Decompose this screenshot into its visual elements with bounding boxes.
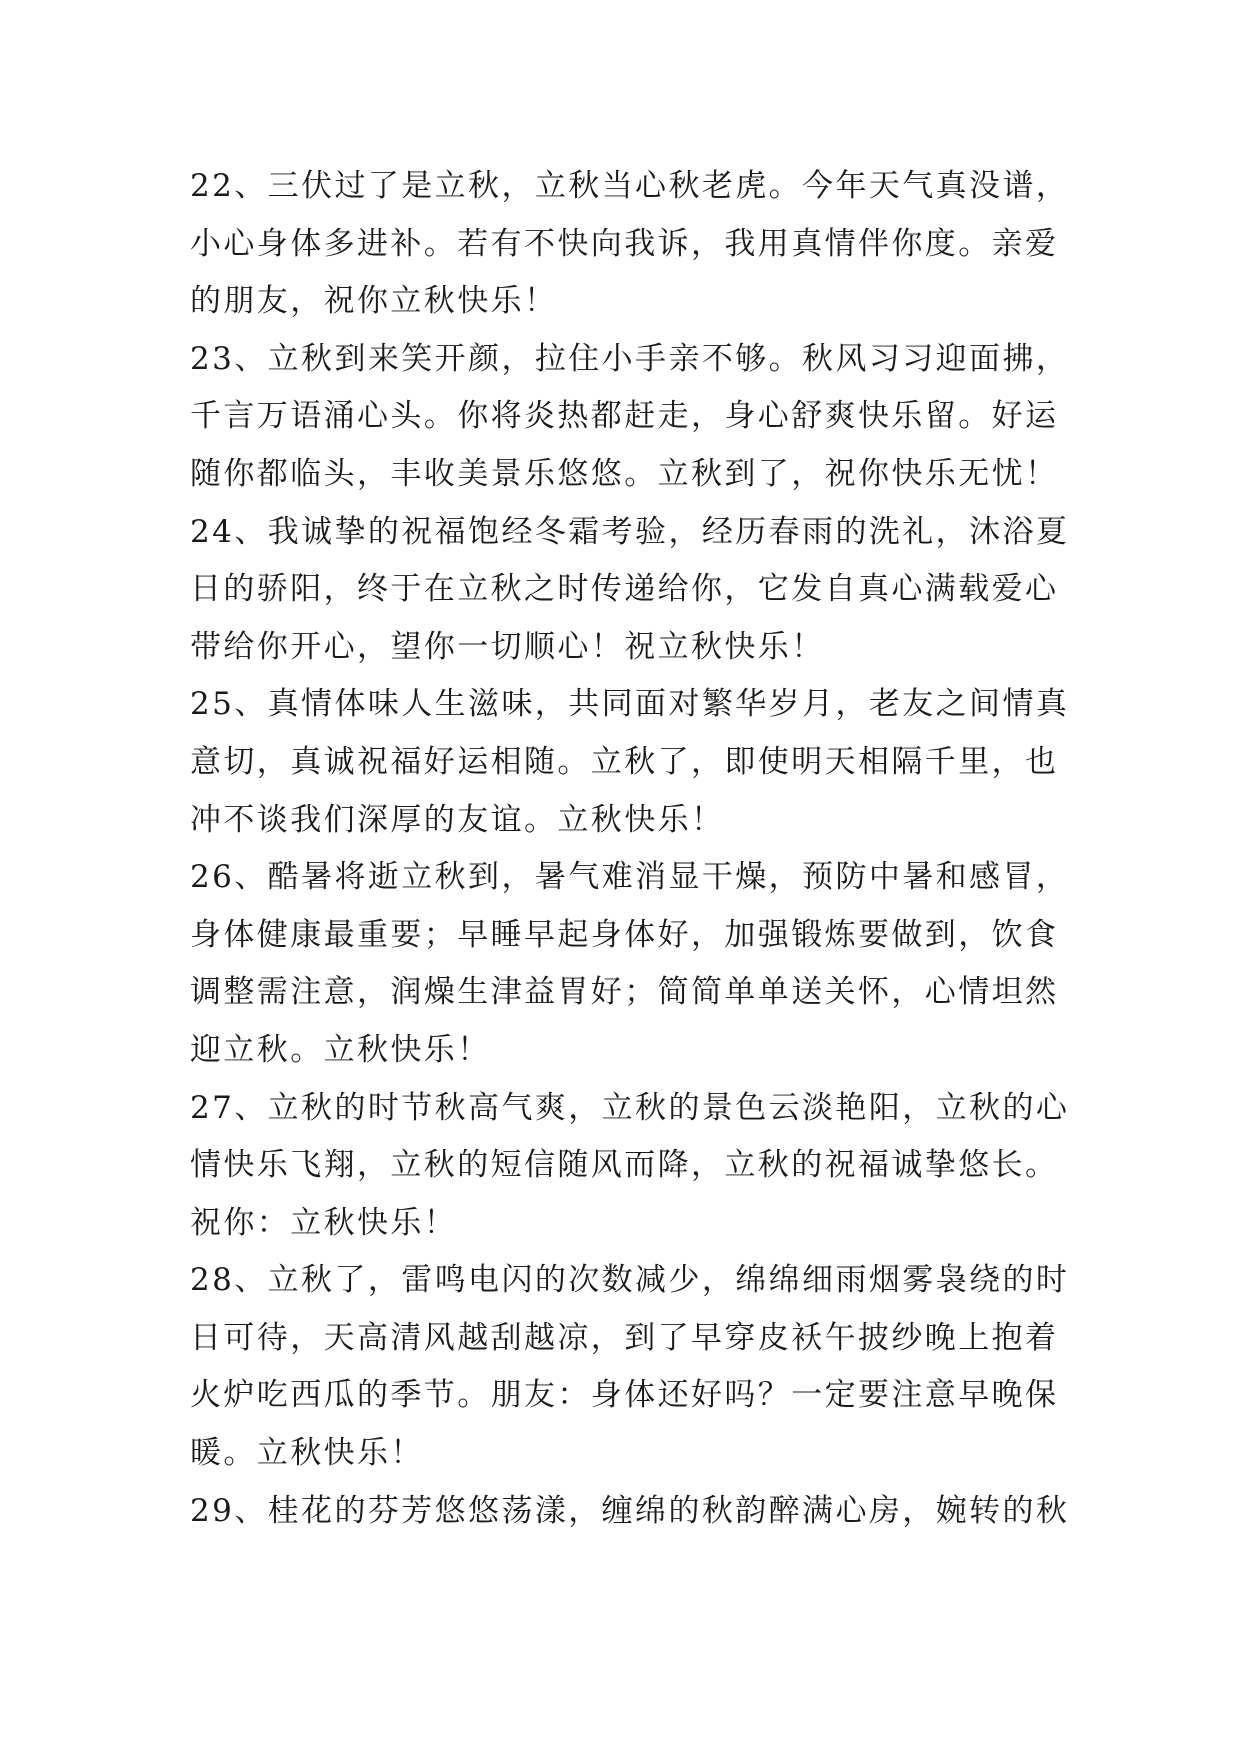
text-line: 25、真情体味人生滋味，共同面对繁华岁月，老友之间情真 <box>190 686 1070 723</box>
text-line: 随你都临头，丰收美景乐悠悠。立秋到了，祝你快乐无忧！ <box>190 455 1059 492</box>
text-line: 小心身体多进补。若有不快向我诉，我用真情伴你度。亲爱 <box>190 225 1059 262</box>
text-line: 火炉吃西瓜的季节。朋友：身体还好吗？一定要注意早晚保 <box>190 1377 1059 1414</box>
text-line: 28、立秋了，雷鸣电闪的次数减少，绵绵细雨烟雾袅绕的时 <box>190 1262 1070 1299</box>
text-line: 暖。立秋快乐！ <box>190 1435 424 1472</box>
text-line: 23、立秋到来笑开颜，拉住小手亲不够。秋风习习迎面拂， <box>190 340 1070 377</box>
text-line: 24、我诚挚的祝福饱经冬霜考验，经历春雨的洗礼，沐浴夏 <box>190 513 1070 550</box>
text-line: 祝你：立秋快乐！ <box>190 1204 458 1241</box>
text-line: 迎立秋。立秋快乐！ <box>190 1031 491 1068</box>
text-line: 日的骄阳，终于在立秋之时传递给你，它发自真心满载爱心 <box>190 571 1059 608</box>
text-line: 日可待，天高清风越刮越凉，到了早穿皮袄午披纱晚上抱着 <box>190 1319 1059 1356</box>
text-line: 情快乐飞翔，立秋的短信随风而降，立秋的祝福诚挚悠长。 <box>190 1147 1059 1184</box>
text-line: 意切，真诚祝福好运相随。立秋了，即使明天相隔千里，也 <box>190 743 1059 780</box>
text-line: 带给你开心，望你一切顺心！祝立秋快乐！ <box>190 628 825 665</box>
text-line: 身体健康最重要；早睡早起身体好，加强锻炼要做到，饮食 <box>190 916 1059 953</box>
text-line: 22、三伏过了是立秋，立秋当心秋老虎。今年天气真没谱， <box>190 168 1070 204</box>
text-line: 27、立秋的时节秋高气爽，立秋的景色云淡艳阳，立秋的心 <box>190 1089 1070 1126</box>
text-line: 29、桂花的芬芳悠悠荡漾，缠绵的秋韵醉满心房，婉转的秋 <box>190 1492 1070 1529</box>
text-line: 的朋友，祝你立秋快乐！ <box>190 283 558 320</box>
text-line: 千言万语涌心头。你将炎热都赶走，身心舒爽快乐留。好运 <box>190 398 1059 435</box>
document-body <box>190 158 1070 1540</box>
text-line: 冲不谈我们深厚的友谊。立秋快乐！ <box>190 801 725 838</box>
text-line: 26、酷暑将逝立秋到，暑气难消显干燥，预防中暑和感冒， <box>190 859 1070 896</box>
text-line: 调整需注意，润燥生津益胃好；简简单单送关怀，心情坦然 <box>190 974 1059 1011</box>
